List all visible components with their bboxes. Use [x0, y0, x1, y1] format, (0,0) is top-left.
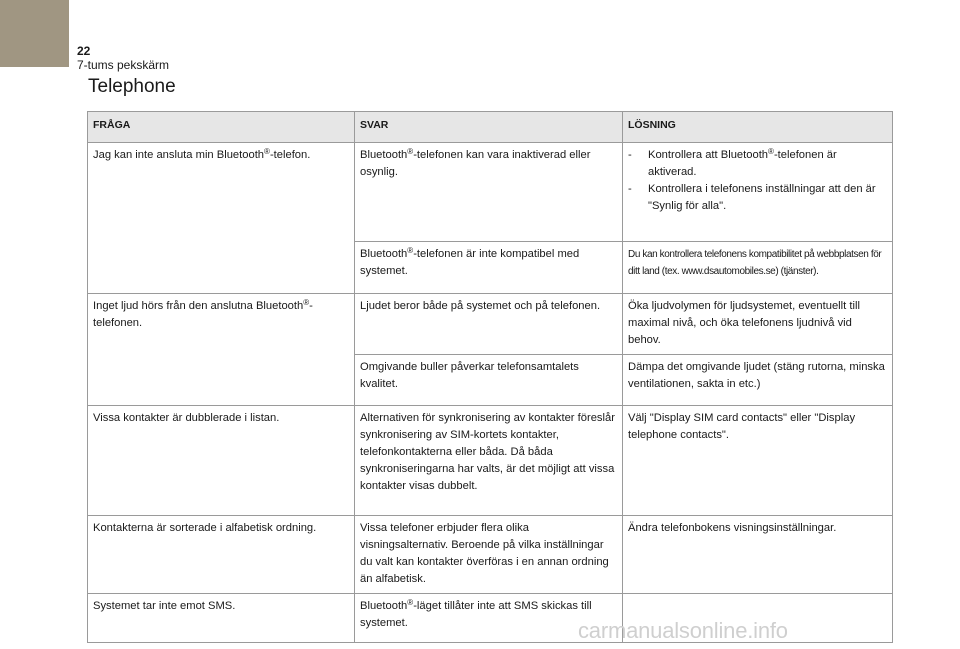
question-cell: Kontakterna är sorterade i alfabetisk ordning. — [88, 516, 355, 594]
question-cell: Inget ljud hörs från den anslutna Bluetooth®-telefonen. — [88, 294, 355, 406]
column-header-solution: LÖSNING — [623, 112, 893, 143]
table-row — [88, 406, 893, 516]
question-cell: Vissa kontakter är dubblerade i listan. — [88, 406, 355, 516]
solution-cell: Ändra telefonbokens visningsinställningar. — [623, 516, 893, 594]
solution-list-item: - Kontrollera i telefonens inställningar att den är "Synlig för alla". — [628, 181, 887, 215]
table-row — [88, 143, 893, 242]
table-row — [88, 516, 893, 594]
question-cell: Systemet tar inte emot SMS. — [88, 594, 355, 643]
solution-cell: Du kan kontrollera telefonens kompatibilitet på webbplatsen för ditt land (tex. www.dsautomobiles.se) (tjänster). — [623, 242, 893, 294]
question-cell: Jag kan inte ansluta min Bluetooth®-telefon. — [88, 143, 355, 294]
column-header-question: FRÅGA — [88, 112, 355, 143]
answer-cell: Bluetooth®-läget tillåter inte att SMS skickas till systemet. — [355, 594, 623, 643]
solution-cell: Öka ljudvolymen för ljudsystemet, eventuellt till maximal nivå, och öka telefonens ljudnivå vid behov. — [623, 294, 893, 355]
solution-cell — [623, 143, 893, 242]
answer-cell: Vissa telefoner erbjuder flera olika visningsalternativ. Beroende på vilka inställningar du valt kan kontakter överföras i en annan ordning än alfabetisk. — [355, 516, 623, 594]
watermark-text: carmanualsonline.info — [578, 618, 788, 643]
solution-list-item: - Kontrollera att Bluetooth®-telefonen är aktiverad. — [628, 147, 887, 181]
running-head: 7-tums pekskärm — [77, 58, 170, 72]
table-header-row — [88, 112, 893, 143]
solution-cell: Dämpa det omgivande ljudet (stäng rutorna, minska ventilationen, sakta in etc.) — [623, 355, 893, 406]
troubleshooting-table — [87, 111, 893, 643]
answer-cell: Alternativen för synkronisering av kontakter föreslår synkronisering av SIM-kortets kontakter, telefonkontakterna eller båda. Då båda synkroniseringarna har valts, är det möjligt att vissa kontakter visas dubbelt. — [355, 406, 623, 516]
table-row — [88, 294, 893, 355]
page-number: 22 — [77, 44, 91, 58]
answer-cell: Bluetooth®-telefonen kan vara inaktiverad eller osynlig. — [355, 143, 623, 242]
answer-cell: Ljudet beror både på systemet och på telefonen. — [355, 294, 623, 355]
solution-cell: Välj "Display SIM card contacts" eller "Display telephone contacts". — [623, 406, 893, 516]
answer-cell: Bluetooth®-telefonen är inte kompatibel med systemet. — [355, 242, 623, 294]
solution-list — [628, 147, 887, 215]
answer-cell: Omgivande buller påverkar telefonsamtalets kvalitet. — [355, 355, 623, 406]
chapter-tab-block — [0, 0, 69, 67]
section-title: Telephone — [88, 76, 176, 97]
column-header-answer: SVAR — [355, 112, 623, 143]
